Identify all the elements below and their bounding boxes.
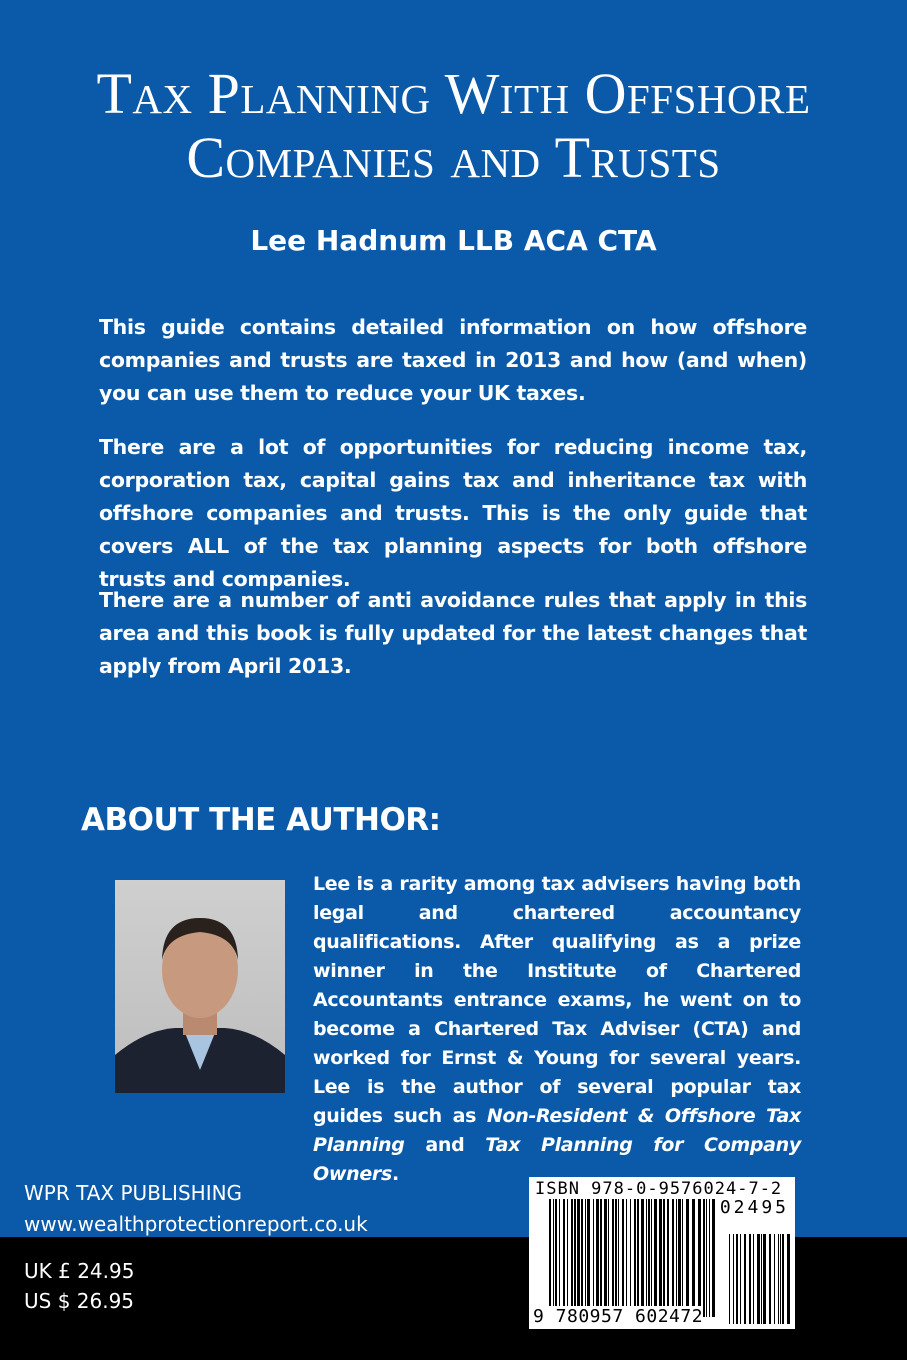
barcode-bar [563, 1199, 565, 1317]
barcode-bar [787, 1234, 790, 1324]
barcode-bar [780, 1234, 781, 1324]
title-line-2: Companies and Trusts [186, 125, 721, 190]
barcode-bar [577, 1199, 580, 1317]
description-paragraph: This guide contains detailed information on how offshore companies and trusts are taxed in 2013 and how (and when) you can use them to reduce your UK taxes. [99, 315, 807, 405]
book-title-2: Tax Planning for Company Owners [313, 1134, 801, 1185]
bio-text: . [392, 1163, 399, 1185]
barcode-bar [612, 1199, 614, 1317]
barcode-bar [608, 1199, 609, 1317]
barcode-bar [769, 1234, 771, 1324]
barcode-bar [703, 1199, 705, 1317]
barcode-bar [682, 1199, 683, 1317]
barcode-bar [604, 1199, 607, 1317]
barcode-bar [637, 1199, 639, 1317]
publisher-website: www.wealthprotectionreport.co.uk [24, 1212, 368, 1236]
barcode-bar [553, 1199, 554, 1317]
barcode-bar [729, 1234, 730, 1324]
author-bio [313, 870, 801, 1189]
book-title-1: Non-Resident & Offshore Tax Planning [313, 1105, 801, 1156]
barcode-bar [736, 1234, 738, 1324]
barcode-bar [692, 1199, 695, 1317]
title-line-1: Tax Planning With Offshore [96, 61, 811, 126]
barcode-bar [740, 1234, 741, 1324]
barcode-bar [749, 1234, 751, 1324]
barcode-bar [676, 1199, 677, 1317]
barcode-bar [641, 1199, 644, 1317]
isbn-barcode [529, 1177, 795, 1329]
barcode-bar [698, 1199, 701, 1317]
barcode-bar [555, 1199, 557, 1317]
barcode-bar [630, 1199, 631, 1317]
barcode-bar [567, 1199, 568, 1317]
book-title [0, 62, 907, 190]
barcode-bar [615, 1199, 617, 1317]
barcode-bar [659, 1199, 662, 1317]
barcode-bar [744, 1234, 746, 1324]
barcode-bar [763, 1234, 766, 1324]
barcode-bar [593, 1199, 594, 1317]
description-paragraph: There are a lot of opportunities for reducing income tax, corporation tax, capital gains tax and inheritance tax with offshore companies and trusts. This is the only guide that covers ALL of the tax planning aspects for both offshore trusts and companies. [99, 435, 807, 591]
barcode-bar [757, 1234, 760, 1324]
author-name: Lee Hadnum LLB ACA CTA [250, 224, 657, 257]
description-paragraph: There are a number of anti avoidance rules that apply in this area and this book is fully updated for the latest changes that apply from April 2013. [99, 588, 807, 678]
price-uk: UK £ 24.95 [24, 1259, 135, 1283]
author-photo [115, 880, 285, 1093]
barcode-bar [663, 1199, 665, 1317]
barcode-bar [672, 1199, 674, 1317]
price-addon-code: 02495 [719, 1197, 789, 1218]
barcode-bar [581, 1199, 583, 1317]
barcode-bar [651, 1199, 652, 1317]
barcode-bar [753, 1234, 754, 1324]
barcode-bar [596, 1199, 599, 1317]
barcode-bar [686, 1199, 689, 1317]
barcode-bar [587, 1199, 590, 1317]
barcode-bar [667, 1199, 669, 1317]
barcode-bar [709, 1199, 710, 1317]
barcode-bar [618, 1199, 619, 1317]
barcode-bar [678, 1199, 681, 1317]
barcode-bar [782, 1234, 784, 1324]
bio-text: Lee is a rarity among tax advisers having both legal and chartered accountancy qualifications. After qualifying as a prize winner in the Institute of Chartered Accountants entrance exams, he went on to become a Chartered Tax Adviser (CTA) and worked for Ernst & Young for several years. Lee is the author of several popular tax guides such as [313, 873, 801, 1127]
barcode-bar [571, 1199, 573, 1317]
price-us: US $ 26.95 [24, 1289, 135, 1313]
barcode-bar [626, 1199, 627, 1317]
bio-text: and [404, 1134, 486, 1156]
barcode-bar [634, 1199, 636, 1317]
publisher-name: WPR TAX PUBLISHING [24, 1181, 243, 1205]
barcode-bar [706, 1199, 707, 1317]
barcode-bar [600, 1199, 602, 1317]
barcode-bar [648, 1199, 650, 1317]
about-author-heading: ABOUT THE AUTHOR: [81, 802, 441, 838]
isbn-text: ISBN 978-0-9576024-7-2 [535, 1179, 783, 1199]
ean-number: 9 780957 602472 [533, 1306, 704, 1327]
barcode-bar [654, 1199, 657, 1317]
barcode-bar [622, 1199, 624, 1317]
barcode-bar [761, 1234, 762, 1324]
barcode-bar [712, 1199, 715, 1317]
barcode-bar [774, 1234, 775, 1324]
barcode-bar [778, 1234, 779, 1324]
barcode-bar [585, 1199, 586, 1317]
barcode-bar [559, 1199, 560, 1317]
barcode-bar [549, 1199, 551, 1317]
barcode-bar [574, 1199, 576, 1317]
barcode-bar [733, 1234, 734, 1324]
barcode-bar [646, 1199, 647, 1317]
